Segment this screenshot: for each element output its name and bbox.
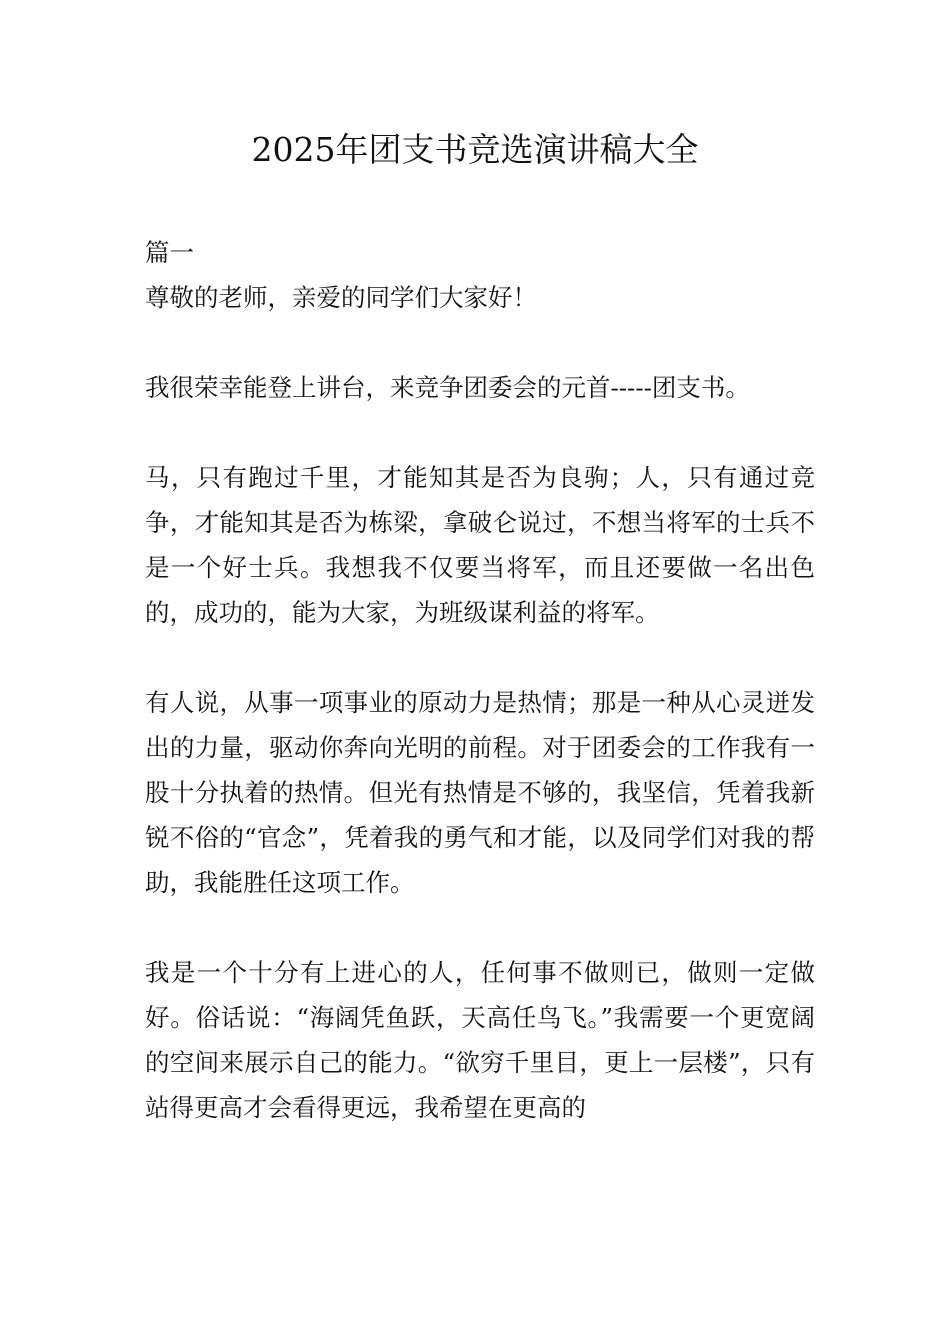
document-body — [145, 230, 815, 1130]
paragraph-competition: 马，只有跑过千里，才能知其是否为良驹；人，只有通过竞争，才能知其是否为栋梁，拿破仑说过，不想当将军的士兵不是一个好士兵。我想我不仅要当将军，而且还要做一名出色的，成功的，能为大家，为班级谋利益的将军。 — [145, 463, 815, 627]
paragraph-passion: 有人说，从事一项事业的原动力是热情；那是一种从心灵迸发出的力量，驱动你奔向光明的前程。对于团委会的工作我有一股十分执着的热情。但光有热情是不够的，我坚信，凭着我新锐不俗的“官念”，凭着我的勇气和才能，以及同学们对我的帮助，我能胜任这项工作。 — [145, 688, 815, 897]
section-label: 篇一 — [145, 238, 194, 267]
paragraph-greeting: 尊敬的老师，亲爱的同学们大家好！ — [145, 283, 537, 312]
document-title: 2025年团支书竞选演讲稿大全 — [251, 130, 699, 169]
paragraph-ambition: 我是一个十分有上进心的人，任何事不做则已，做则一定做好。俗话说：“海阔凭鱼跃，天高任鸟飞。”我需要一个更宽阔的空间来展示自己的能力。“欲穷千里目，更上一层楼”，只有站得更高才会看得更远，我希望在更高的 — [145, 958, 815, 1122]
paragraph-intro: 我很荣幸能登上讲台，来竞争团委会的元首-----团支书。 — [145, 373, 750, 402]
